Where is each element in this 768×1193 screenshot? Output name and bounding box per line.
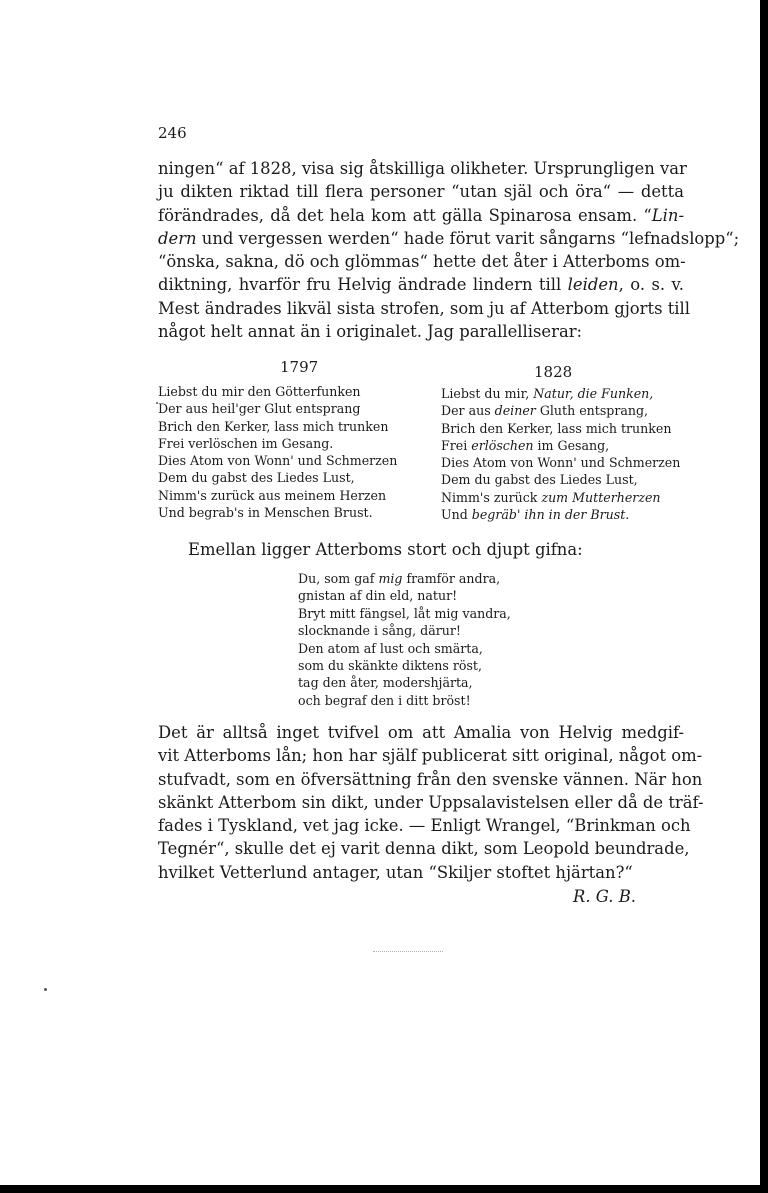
scan-speck [44, 988, 47, 991]
text-line: Mest ändrades likväl sista strofen, som ju af Atterbom gjorts till [158, 298, 691, 318]
version-1828-heading: 1828 [534, 363, 573, 381]
text-line: Den atom af lust och smärta, [298, 640, 483, 656]
text-line: något helt annat än i originalet. Jag parallelliserar: [158, 322, 583, 342]
text-line: Und begräb' ihn in der Brust. [441, 507, 630, 523]
text-line: Liebst du mir, Natur, die Funken, [441, 386, 654, 401]
scan-edge-bottom [0, 1185, 768, 1193]
text-line: Der aus deiner Gluth entsprang, [441, 403, 649, 419]
paragraph-1 [158, 157, 740, 343]
text-line: vit Atterboms lån; hon har själf publicerat sitt original, något om- [158, 746, 703, 766]
text-line: Dies Atom von Wonn' und Schmerzen [441, 455, 681, 471]
text-line: Nimm's zurück aus meinem Herzen [158, 487, 387, 503]
text-line: Brich den Kerker, lass mich trunken [158, 418, 389, 434]
text-line: ju dikten riktad till flera personer “utan själ och öra“ — detta [158, 182, 684, 202]
text-line: Nimm's zurück zum Mutterherzen [441, 489, 661, 505]
text-line: tag den åter, modershjärta, [298, 675, 473, 691]
text-line: Brich den Kerker, lass mich trunken [441, 420, 672, 436]
text-line: gnistan af din eld, natur! [298, 588, 458, 604]
text-line: Dem du gabst des Liedes Lust, [158, 470, 355, 486]
text-line: diktning, hvarför fru Helvig ändrade lindern till leiden, o. s. v. [158, 275, 685, 295]
version-1797-heading: 1797 [280, 358, 319, 376]
text-line: Und begrab's in Menschen Brust. [158, 505, 373, 521]
scan-edge-right [760, 0, 768, 1193]
text-line: Liebst du mir den Götterfunken [158, 384, 361, 399]
version-1797-poem [158, 383, 397, 521]
text-line: Tegnér“, skulle det ej varit denna dikt, som Leopold beundrade, [158, 839, 690, 859]
text-line: slocknande i sång, därur! [298, 623, 461, 639]
text-line: “önska, sakna, dö och glömmas“ hette det åter i Atterboms om- [158, 252, 686, 272]
text-line: Dem du gabst des Liedes Lust, [441, 472, 638, 488]
text-line: stufvadt, som en öfversättning från den svenske vännen. När hon [158, 769, 703, 789]
text-line: Der aus heil'ger Glut entsprang [158, 401, 361, 417]
text-line: skänkt Atterbom sin dikt, under Uppsalavistelsen eller då de träf- [158, 792, 704, 812]
text-line: Frei verlöschen im Gesang. [158, 435, 334, 451]
signature: R. G. B. [573, 887, 636, 906]
text-line: som du skänkte diktens röst, [298, 658, 482, 674]
atterbom-poem [298, 570, 511, 709]
text-line: Dies Atom von Wonn' und Schmerzen [158, 453, 398, 469]
version-1828-poem [441, 385, 680, 523]
text-line: ningen“ af 1828, visa sig åtskilliga olikheter. Ursprungligen var [158, 159, 687, 178]
text-line: och begraf den i ditt bröst! [298, 692, 471, 708]
text-line: Du, som gaf mig framför andra, [298, 571, 501, 586]
poem-intro: Emellan ligger Atterboms stort och djupt gifna: [188, 540, 583, 559]
text-line: Bryt mitt fängsel, låt mig vandra, [298, 605, 511, 621]
text-line: förändrades, då det hela kom att gälla Spinarosa ensam. “Lin- [158, 205, 684, 225]
text-line: Frei erlöschen im Gesang, [441, 437, 610, 453]
section-divider [373, 951, 443, 952]
text-line: fades i Tyskland, vet jag icke. — Enligt Wrangel, “Brinkman och [158, 816, 691, 836]
text-line: dern und vergessen werden“ hade förut varit sångarns “lefnadslopp“; [158, 228, 740, 248]
text-line: hvilket Vetterlund antager, utan “Skiljer stoftet hjärtan?“ [158, 862, 633, 882]
text-line: Det är alltså inget tvifvel om att Amalia von Helvig medgif- [158, 723, 684, 742]
paragraph-2 [158, 721, 704, 884]
page-number: 246 [158, 124, 187, 142]
